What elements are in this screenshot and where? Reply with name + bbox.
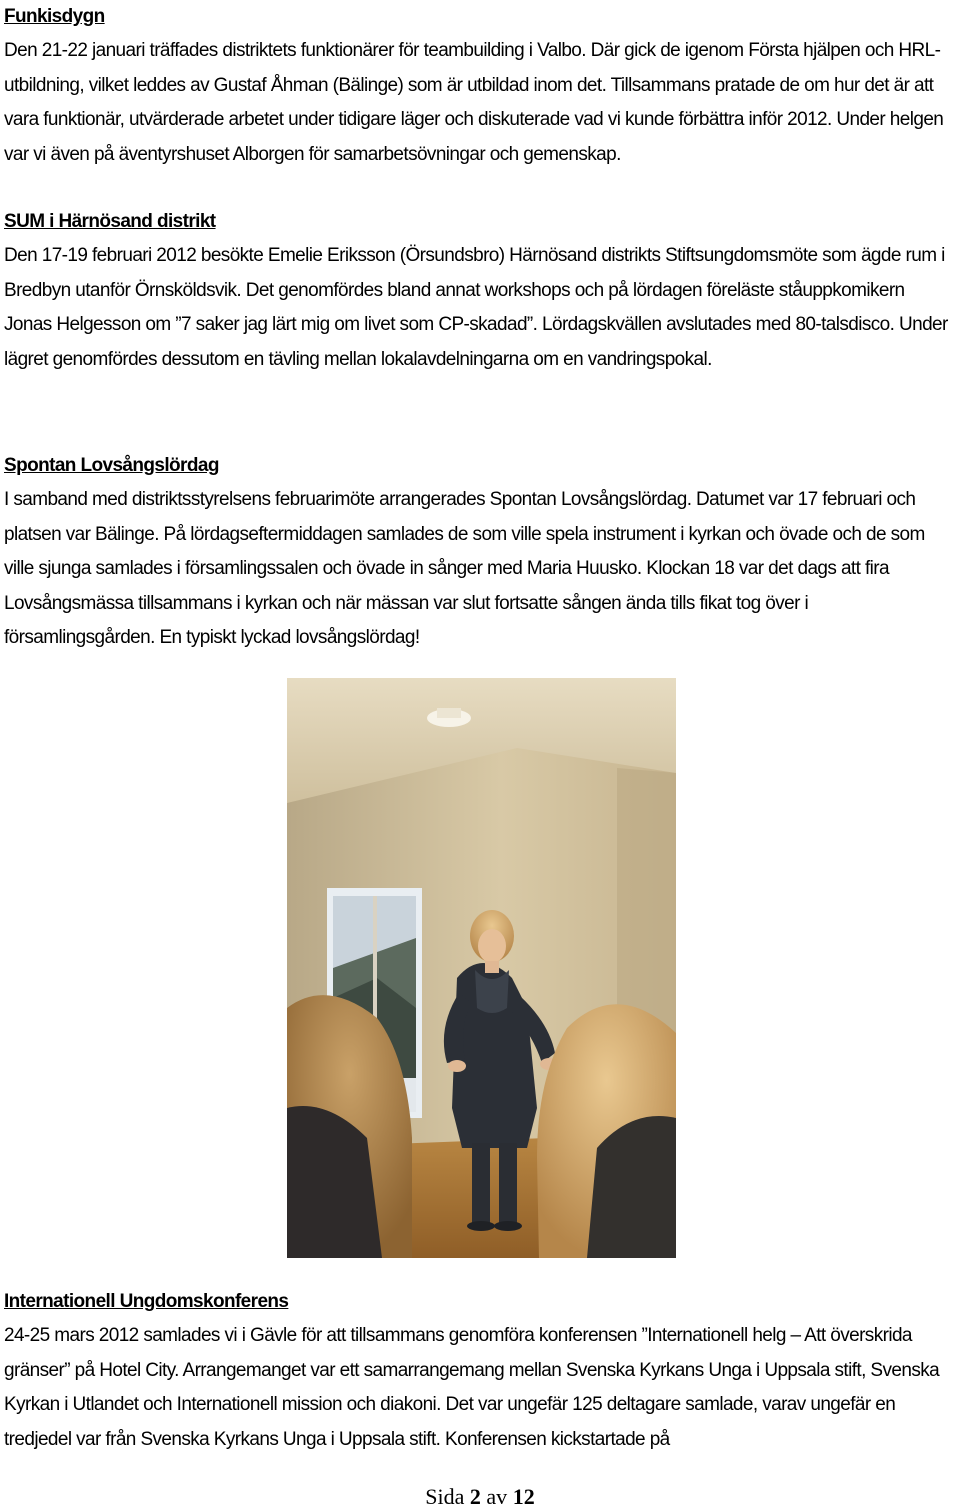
- section-spontan-lovsangslordag: [4, 449, 956, 656]
- footer-middle: av: [486, 1484, 508, 1509]
- event-photo: [287, 678, 676, 1258]
- footer-prefix: Sida: [425, 1484, 465, 1509]
- section-heading: Funkisdygn: [4, 6, 105, 27]
- section-text: I samband med distriktsstyrelsens februarimöte arrangerades Spontan Lovsångslördag. Datumet var 17 februari och platsen var Bälinge. På lördagseftermiddagen samlades de som ville spela instrument i kyrkan och övade och de som ville sjunga samlades i församlingssalen och övade in sånger med Maria Huusko. Klockan 18 var det dags att fira Lovsångsmässa tillsammans i kyrkan och när mässan var slut fortsatte sången ända tills fikat tog över i församlingsgården. En typiskt lyckad lovsångslördag!: [4, 489, 925, 648]
- page-number: 2: [469, 1484, 481, 1509]
- section-text: 24-25 mars 2012 samlades vi i Gävle för att tillsammans genomföra konferensen ”Internationell helg – Att överskrida gränser” på Hotel City. Arrangemanget var ett samarrangemang mellan Svenska Kyrkans Unga i Uppsala stift, Svenska Kyrkan i Utlandet och Internationell mission och diakoni. Det var ungefär 125 deltagare samlade, varav ungefär en tredjedel var från Svenska Kyrkans Unga i Uppsala stift. Konferensen kickstartade på: [4, 1325, 940, 1450]
- section-sum-harnosand: [4, 205, 956, 377]
- section-heading: SUM i Härnösand distrikt: [4, 211, 216, 232]
- section-text: Den 17-19 februari 2012 besökte Emelie Eriksson (Örsundsbro) Härnösand distrikts Stiftsungdomsmöte som ägde rum i Bredbyn utanför Örnsköldsvik. Det genomfördes bland annat workshops och på lördagen föreläste ståuppkomikern Jonas Helgesson om ”7 saker jag lärt mig om livet som CP-skadad”. Lördagskvällen avslutades med 80-talsdisco. Under lägret genomfördes dessutom en tävling mellan lokalavdelningarna om en vandringspokal.: [4, 245, 948, 370]
- page-footer: [0, 1484, 960, 1510]
- section-heading: Spontan Lovsångslördag: [4, 455, 219, 476]
- section-heading: Internationell Ungdomskonferens: [4, 1291, 289, 1312]
- section-internationell-ungdomskonferens: [4, 1285, 956, 1457]
- section-funkisdygn: [4, 0, 956, 172]
- section-text: Den 21-22 januari träffades distriktets funktionärer för teambuilding i Valbo. Där gick de igenom Första hjälpen och HRL-utbildning, vilket leddes av Gustaf Åhman (Bälinge) som är utbildad inom det. Tillsammans pratade de om hur det är att vara funktionär, utvärderade arbetet under tidigare läger och diskuterade vad vi kunde förbättra inför 2012. Under helgen var vi även på äventyrshuset Alborgen för samarbetsövningar och gemenskap.: [4, 40, 944, 165]
- page-total: 12: [512, 1484, 535, 1509]
